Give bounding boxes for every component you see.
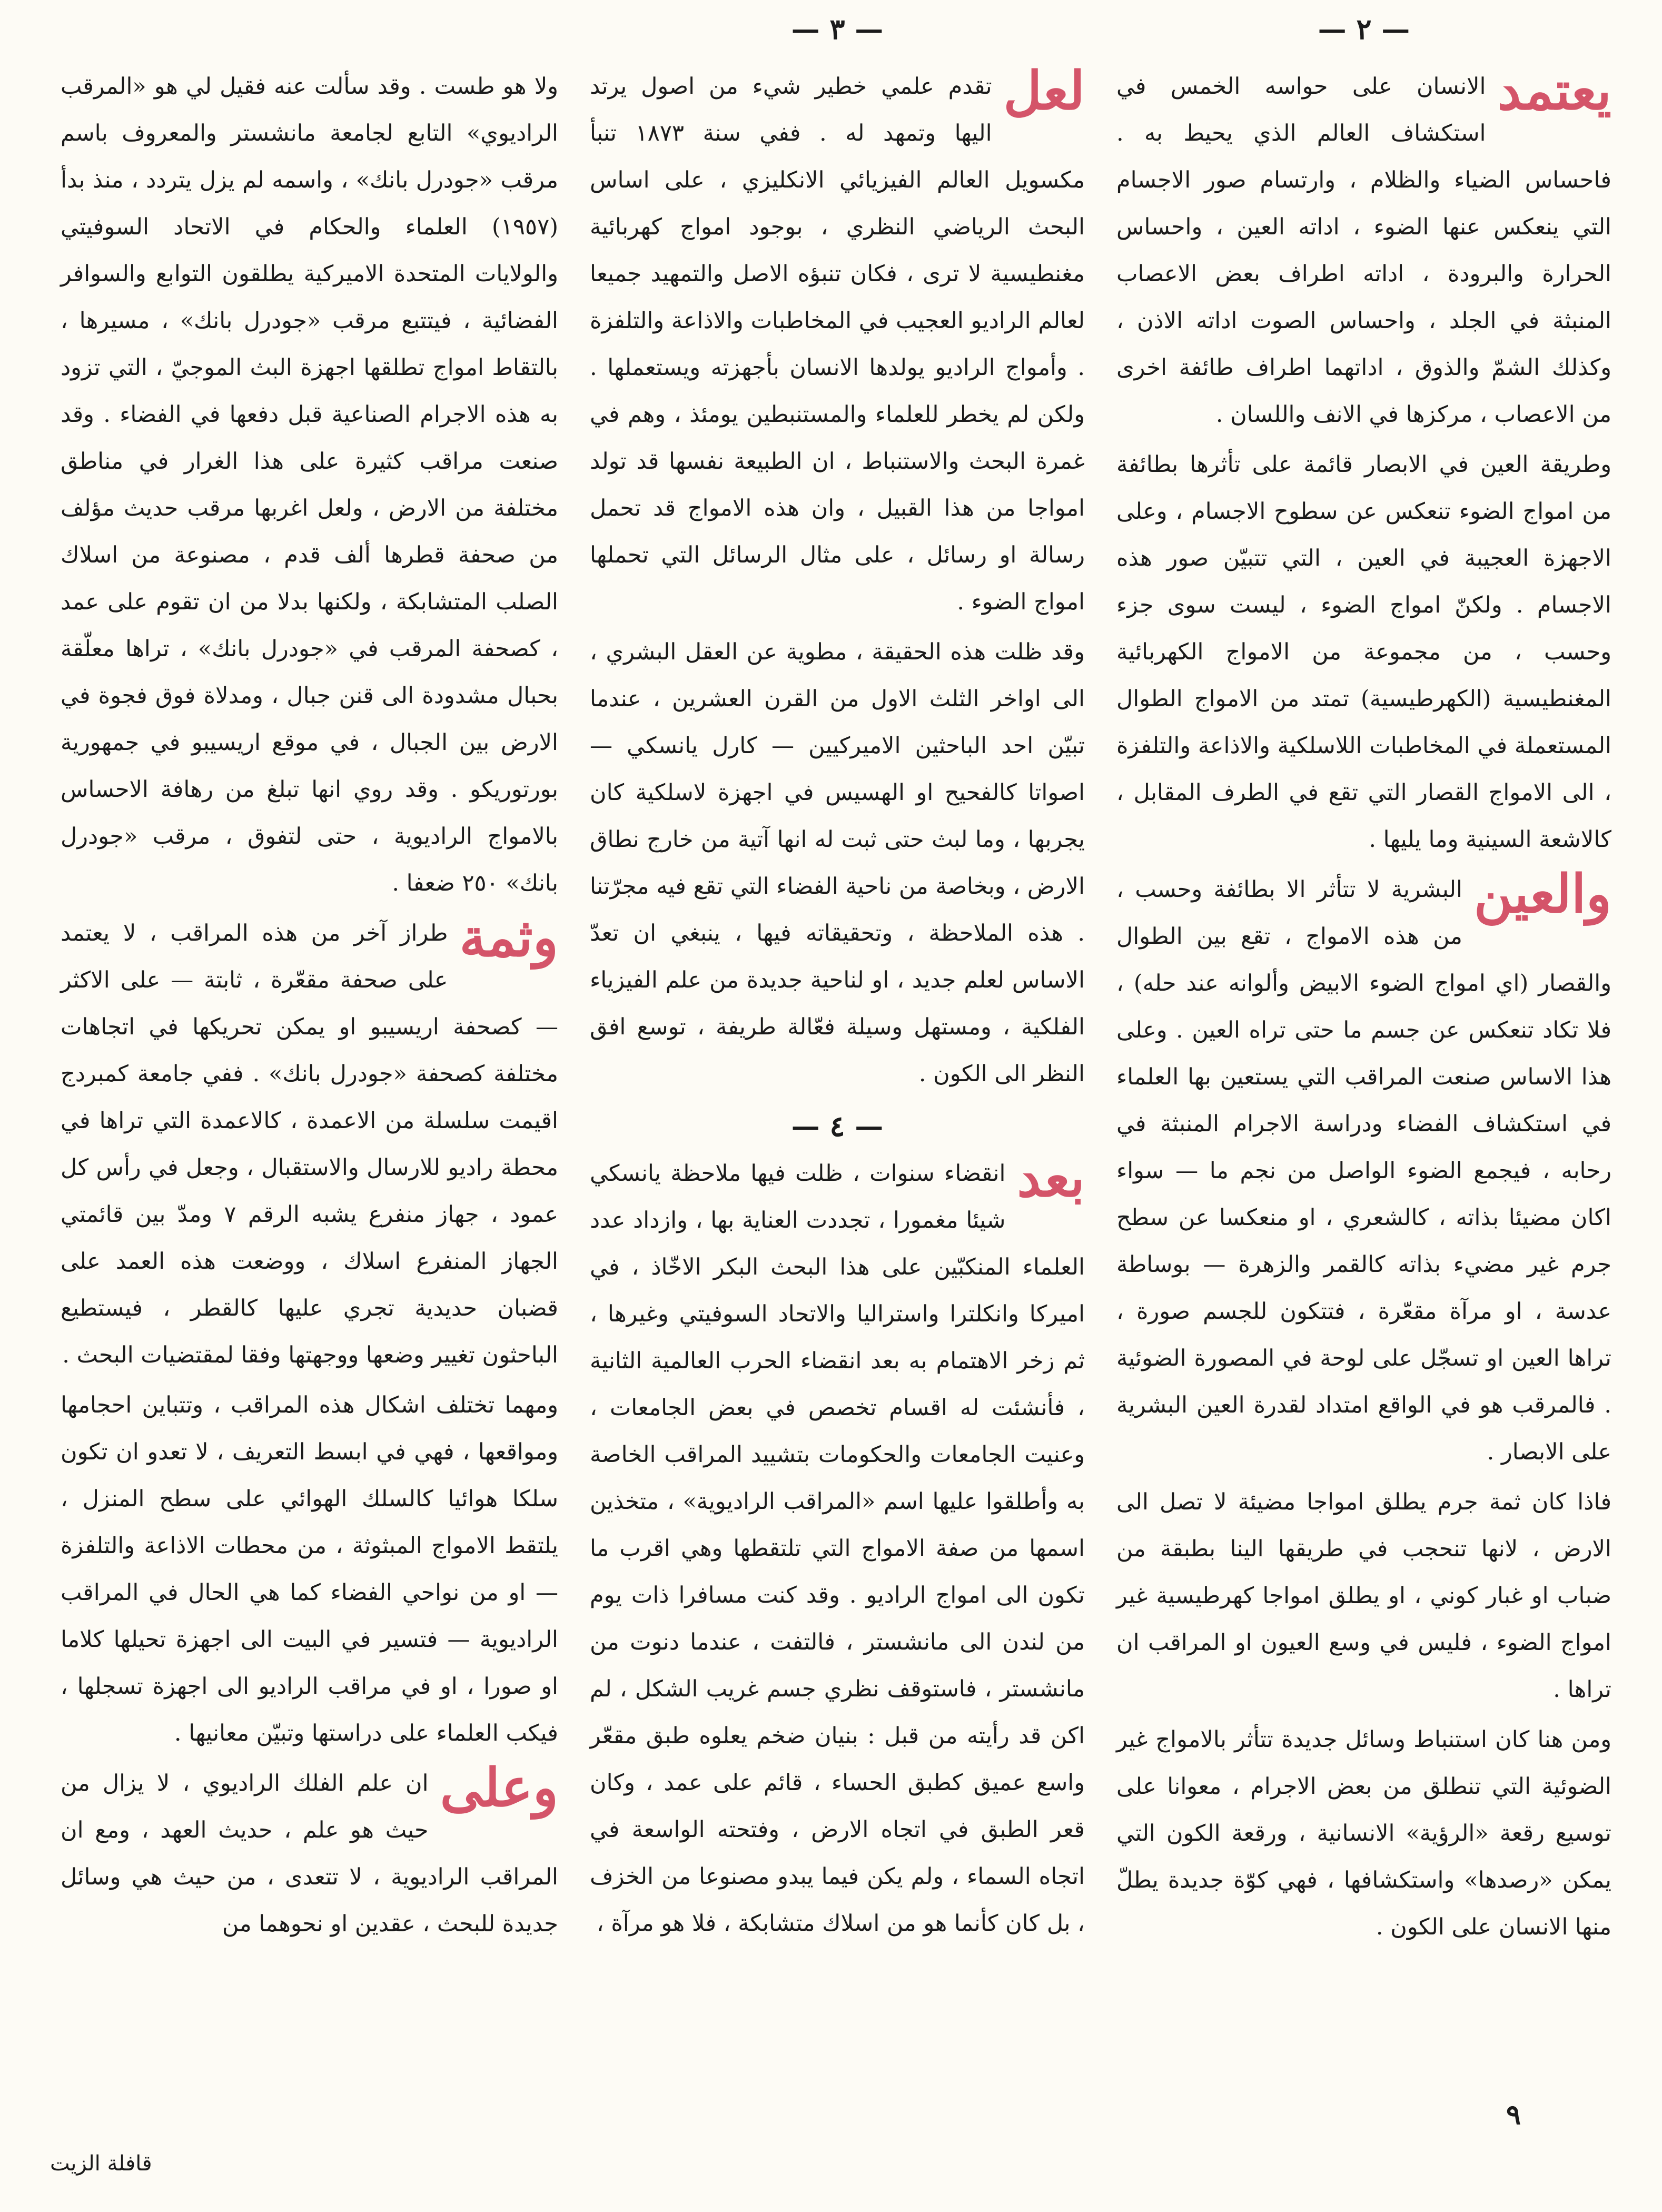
paragraph bbox=[1116, 863, 1611, 1476]
paragraph-text: تقدم علمي خطير شيء من اصول يرتد اليها وتمهد له . ففي سنة ١٨٧٣ تنبأ مكسويل العالم الفيزيائي الانكليزي ، على اساس البحث الرياضي النظري ، بوجود امواج كهربائية مغنطيسية لا ترى ، فكان تنبؤه الاصل والتمهيد جميعا لعالم الراديو العجيب في المخاطبات والاذاعة والتلفزة . وأمواج الراديو يولدها الانسان بأجهزته ويستعملها . ولكن لم يخطر للعلماء والمستنبطين يومئذ ، وهم في غمرة البحث والاستنباط ، ان الطبيعة نفسها قد تولد امواجا من هذا القبيل ، وان هذه الامواج قد تحمل رسالة او رسائل ، على مثال الرسائل التي تحملها امواج الضوء . bbox=[590, 73, 1085, 615]
lead-word: لعل bbox=[1003, 60, 1085, 122]
paragraph bbox=[590, 60, 1085, 626]
paragraph: وقد ظلت هذه الحقيقة ، مطوية عن العقل البشري ، الى اواخر الثلث الاول من القرن العشرين ، عندما تبيّن احد الباحثين الاميركيين — كارل يانسكي — اصواتا كالفحيح او الهسيس في اجهزة لاسلكية كان يجربها ، وما لبث حتى ثبت له انها آتية من خارج نطاق الارض ، وبخاصة من ناحية الفضاء التي تقع فيه مجرّتنا . هذه الملاحظة ، وتحقيقاته فيها ، ينبغي ان تعدّ الاساس لعلم جديد ، او لناحية جديدة من علم الفيزياء الفلكية ، ومستهل وسيلة فعّالة طريفة ، توسع افق النظر الى الكون . bbox=[590, 639, 1085, 1087]
section-marker-2: — ٢ — bbox=[1318, 12, 1410, 46]
paragraph-text: البشرية لا تتأثر الا بطائفة وحسب ، من هذه الامواج ، تقع بين الطوال والقصار (اي امواج الضوء الابيض وألوانه عند حله) ، فلا تكاد تنعكس عن جسم ما حتى تراه العين . وعلى هذا الاساس صنعت المراقب التي يستعين بها العلماء في استكشاف الفضاء ودراسة الاجرام المنبثة في رحابه ، فيجمع الضوء الواصل من نجم ما — سواء اكان مضيئا بذاته ، كالشعري ، او منعكسا عن سطح جرم غير مضيء بذاته كالقمر والزهرة — بوساطة عدسة ، او مرآة مقعّرة ، فتتكون للجسم صورة ، تراها العين او تسجّل على لوحة في المصورة الضوئية . فالمرقب هو في الواقع امتداد لقدرة العين البشرية على الابصار . bbox=[1116, 876, 1611, 1465]
lead-word: يعتمد bbox=[1497, 60, 1611, 122]
lead-word: وعلى bbox=[440, 1756, 558, 1819]
column-left bbox=[61, 63, 558, 1951]
lead-word: والعين bbox=[1473, 863, 1611, 925]
paragraph-text: انقضاء سنوات ، ظلت فيها ملاحظة يانسكي شيئا مغمورا ، تجددت العناية بها ، وازداد عدد العلماء المنكبّين على هذا البحث البكر الاخّاذ ، في اميركا وانكلترا واستراليا والاتحاد السوفيتي وغيرها ، ثم زخر الاهتمام به بعد انقضاء الحرب العالمية الثانية ، فأنشئت له اقسام تخصص في بعض الجامعات ، وعنيت الجامعات والحكومات بتشييد المراقب الخاصة به وأطلقوا عليها اسم «المراقب الراديوية» ، متخذين اسمها من صفة الامواج التي تلتقطها وهي اقرب ما تكون الى امواج الراديو . وقد كنت مسافرا ذات يوم من لندن الى مانشستر ، فالتفت ، عندما دنوت من مانشستر ، فاستوقف نظري جسم غريب الشكل ، لم اكن قد رأيته من قبل : بنيان ضخم يعلوه طبق مقعّر واسع عميق كطبق الحساء ، قائم على عمد ، وكان قعر الطبق في اتجاه الارض ، وفتحته الواسعة في اتجاه السماء ، ولم يكن فيما يبدو مصنوعا من الخزف ، بل كان كأنما هو من اسلاك متشابكة ، فلا هو مرآة ، bbox=[590, 1160, 1085, 1937]
paragraph: وطريقة العين في الابصار قائمة على تأثرها بطائفة من امواج الضوء تنعكس عن سطوح الاجسام ، وعلى الاجهزة العجيبة في العين ، التي تتبيّن صور هذه الاجسام . ولكنّ امواج الضوء ، ليست سوى جزء وحسب ، من مجموعة من الامواج الكهربائية المغنطيسية (الكهرطيسية) تمتد من الامواج الطوال المستعملة في المخاطبات اللاسلكية والاذاعة والتلفزة ، الى الامواج القصار التي تقع في الطرف المقابل ، كالاشعة السينية وما يليها . bbox=[1116, 451, 1611, 853]
column-middle bbox=[590, 12, 1085, 1950]
paragraph-text: الانسان على حواسه الخمس في استكشاف العالم الذي يحيط به . فاحساس الضياء والظلام ، وارتسام صور الاجسام التي ينعكس عنها الضوء ، اداته العين ، واحساس الحرارة والبرودة ، اداته اطراف بعض الاعصاب المنبثة في الجلد ، واحساس الصوت اداته الاذن ، وكذلك الشمّ والذوق ، اداتهما اطراف طائفة اخرى من الاعصاب ، مركزها في الانف واللسان . bbox=[1116, 73, 1611, 428]
paragraph: ومهما تختلف اشكال هذه المراقب ، وتتباين احجامها ومواقعها ، فهي في ابسط التعريف ، لا تعدو ان تكون سلكا هوائيا كالسلك الهوائي على سطح المنزل ، يلتقط الامواج المبثوثة ، من محطات الاذاعة والتلفزة — او من نواحي الفضاء كما هي الحال في المراقب الراديوية — فتسير في البيت الى اجهزة تحيلها كلاما او صورا ، او في مراقب الراديو الى اجهزة تسجلها ، فيكب العلماء على دراستها وتبيّن معانيها . bbox=[61, 1392, 558, 1746]
paragraph: ولا هو طست . وقد سألت عنه فقيل لي هو «المرقب الراديوي» التابع لجامعة مانشستر والمعروف باسم مرقب «جودرل بانك» ، واسمه لم يزل يتردد ، منذ بدأ (١٩٥٧) العلماء والحكام في الاتحاد السوفيتي والولايات المتحدة الاميركية يطلقون التوابع والسوافر الفضائية ، فيتتبع مرقب «جودرل بانك» ، مسيرها ، بالتقاط امواج تطلقها اجهزة البث الموجيّ ، التي تزود به هذه الاجرام الصناعية قبل دفعها في الفضاء . وقد صنعت مراقب كثيرة على هذا الغرار في مناطق مختلفة من الارض ، ولعل اغربها مرقب حديث مؤلف من صحفة قطرها ألف قدم ، مصنوعة من اسلاك الصلب المتشابكة ، ولكنها بدلا من ان تقوم على عمد ، كصحفة المرقب في «جودرل بانك» ، تراها معلّقة بحبال مشدودة الى قنن جبال ، ومدلاة فوق فجوة في الارض بين الجبال ، في موقع اريسيبو في جمهورية بورتوريكو . وقد روي انها تبلغ من رهافة الاحساس بالامواج الراديوية ، حتى لتفوق ، مرقب «جودرل بانك» ٢٥٠ ضعفا . bbox=[61, 73, 558, 896]
paragraph: فاذا كان ثمة جرم يطلق امواجا مضيئة لا تصل الى الارض ، لانها تنحجب في طريقها الينا بطبقة من ضباب او غبار كوني ، او يطلق امواجا كهرطيسية غير امواج الضوء ، فليس في وسع العيون او المراقب ان تراها . bbox=[1116, 1489, 1611, 1703]
lead-word: وثمة bbox=[459, 906, 558, 969]
paragraph-text: طراز آخر من هذه المراقب ، لا يعتمد على صحفة مقعّرة ، ثابتة — على الاكثر — كصحفة اريسيبو او يمكن تحريكها في اتجاهات مختلفة كصحفة «جودرل بانك» . ففي جامعة كمبردج اقيمت سلسلة من الاعمدة ، كالاعمدة التي تراها في محطة راديو للارسال والاستقبال ، وجعل في رأس كل عمود ، جهاز منفرع يشبه الرقم ٧ ومدّ بين قائمتي الجهاز المنفرع اسلاك ، ووضعت هذه العمد على قضبان حديدية تجري عليها كالقطر ، فيستطيع الباحثون تغيير وضعها ووجهتها وفقا لمقتضيات البحث . bbox=[61, 920, 558, 1368]
paragraph bbox=[1116, 60, 1611, 438]
paragraph bbox=[590, 1147, 1085, 1947]
page-number: ٩ bbox=[1506, 2099, 1521, 2131]
paragraph bbox=[61, 906, 558, 1379]
lead-word: بعد bbox=[1017, 1147, 1085, 1209]
section-marker-3: — ٣ — bbox=[791, 12, 884, 46]
section-marker-4: — ٤ — bbox=[791, 1109, 884, 1143]
magazine-name-footer: قافلة الزيت bbox=[50, 2151, 152, 2176]
column-right bbox=[1116, 12, 1611, 1954]
paragraph: ومن هنا كان استنباط وسائل جديدة تتأثر بالامواج غير الضوئية التي تنطلق من بعض الاجرام ، معوانا على توسيع رقعة «الرؤية» الانسانية ، ورقعة الكون التي يمكن «رصدها» واستكشافها ، فهي كوّة جديدة يطلّ منها الانسان على الكون . bbox=[1116, 1726, 1611, 1940]
paragraph-text: ان علم الفلك الراديوي ، لا يزال من حيث هو علم ، حديث العهد ، ومع ان المراقب الراديوية ، لا تتعدى ، من حيث هي وسائل جديدة للبحث ، عقدين او نحوهما من bbox=[61, 1770, 558, 1937]
paragraph bbox=[61, 1756, 558, 1948]
